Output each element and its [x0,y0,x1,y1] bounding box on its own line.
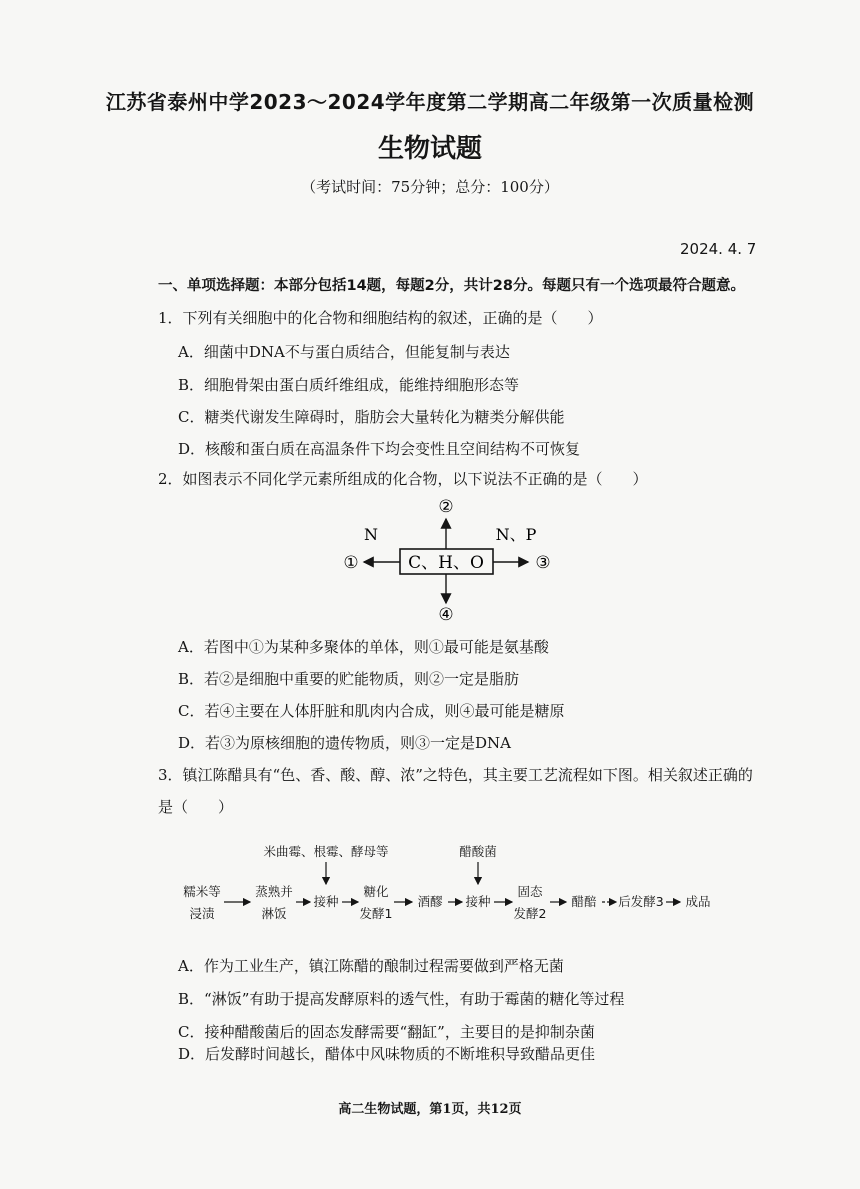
step-5-label: 酒醪 [417,894,443,909]
step-1-line1: 糯米等 [183,884,221,899]
step-7-line2: 发酵2 [513,906,547,921]
nitrogen-phosphorus-label: N、P [495,525,537,544]
acetobacter-input-label: 醋酸菌 [459,844,497,859]
compound-4-label: ④ [438,605,454,625]
question-3-stem-line2: 是（ ） [158,798,234,816]
center-elements-label: C、H、O [408,553,484,573]
exam-title: 江苏省泰州中学2023～2024学年度第二学期高二年级第一次质量检测 [105,90,755,114]
compound-1-label: ① [343,553,359,573]
question-1-option-b: B．细胞骨架由蛋白质纤维组成，能维持细胞形态等 [178,376,520,394]
question-1-option-a: A．细菌中DNA不与蛋白质结合，但能复制与表达 [178,343,510,361]
step-2-line2: 淋饭 [261,906,287,921]
question-3-option-a: A．作为工业生产，镇江陈醋的酿制过程需要做到严格无菌 [178,957,564,975]
step-4-line2: 发酵1 [359,906,393,921]
microbe-input-label: 米曲霉、根霉、酵母等 [263,844,389,859]
element-compound-diagram [320,493,580,628]
question-2-option-d: D．若③为原核细胞的遗传物质，则③一定是DNA [178,734,512,752]
step-8-label: 醋醅 [571,894,597,909]
exam-date: 2024. 4. 7 [680,240,757,258]
question-2-option-b: B．若②是细胞中重要的贮能物质，则②一定是脂肪 [178,670,520,688]
question-1-stem: 1．下列有关细胞中的化合物和细胞结构的叙述，正确的是（ ） [158,309,603,327]
step-2-line1: 蒸熟并 [255,884,293,899]
question-1-option-d: D．核酸和蛋白质在高温条件下均会变性且空间结构不可恢复 [178,440,581,458]
question-2-stem: 2．如图表示不同化学元素所组成的化合物，以下说法不正确的是（ ） [158,470,648,488]
step-7-line1: 固态 [517,884,543,899]
question-2-option-a: A．若图中①为某种多聚体的单体，则①最可能是氨基酸 [178,638,549,656]
page-footer: 高二生物试题，第1页，共12页 [338,1102,522,1117]
step-3-label: 接种 [313,894,339,909]
compound-3-label: ③ [535,553,551,573]
question-3-option-d: D．后发酵时间越长，醋体中风味物质的不断堆积导致醋品更佳 [178,1045,596,1063]
question-3-option-c: C．接种醋酸菌后的固态发酵需要“翻缸”，主要目的是抑制杂菌 [178,1023,595,1041]
vinegar-process-flow [180,838,720,938]
step-10-label: 成品 [685,894,711,909]
step-9-label: 后发酵3 [618,894,664,909]
question-3-option-b: B．“淋饭”有助于提高发酵原料的透气性，有助于霉菌的糖化等过程 [178,990,625,1008]
nitrogen-label: N [364,525,378,544]
question-1-option-c: C．糖类代谢发生障碍时，脂肪会大量转化为糖类分解供能 [178,408,565,426]
step-1-line2: 浸渍 [189,906,215,921]
exam-info: （考试时间：75分钟；总分：100分） [301,178,559,196]
question-2-option-c: C．若④主要在人体肝脏和肌肉内合成，则④最可能是糖原 [178,702,565,720]
compound-2-label: ② [438,497,454,517]
subject-title: 生物试题 [377,134,482,164]
question-3-stem-line1: 3．镇江陈醋具有“色、香、酸、醇、浓”之特色，其主要工艺流程如下图。相关叙述正确的 [158,766,753,784]
step-6-label: 接种 [465,894,491,909]
section-heading: 一、单项选择题：本部分包括14题，每题2分，共计28分。每题只有一个选项最符合题意。 [158,278,745,294]
step-4-line1: 糖化 [363,884,389,899]
